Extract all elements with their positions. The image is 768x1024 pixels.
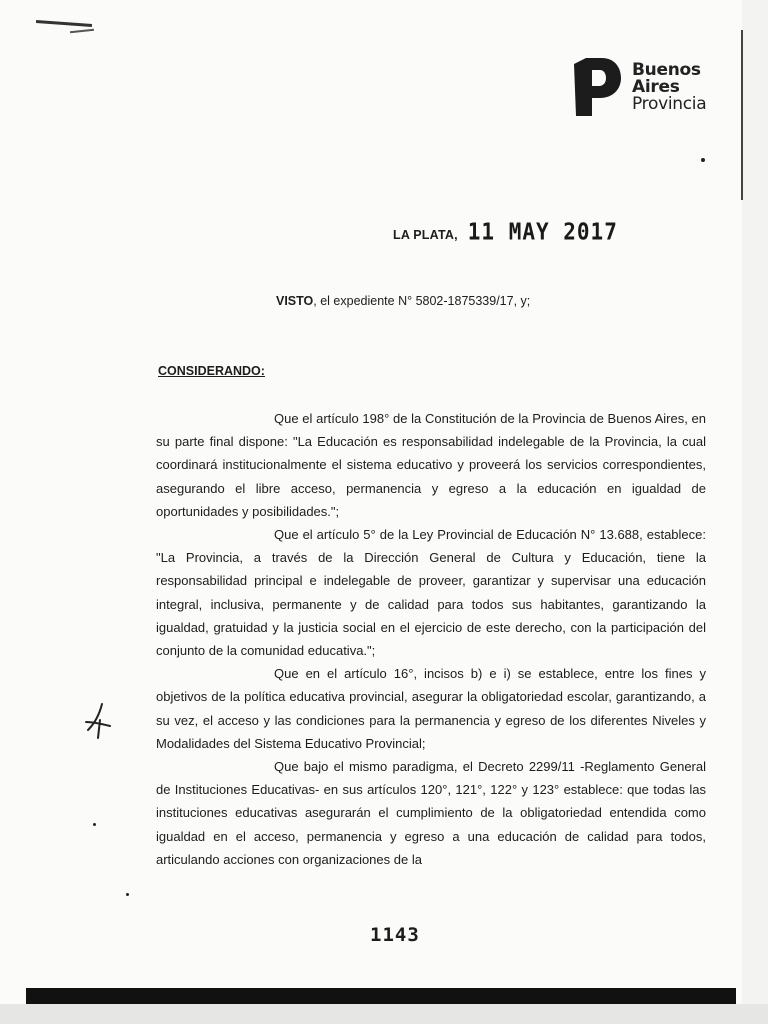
buenos-aires-provincia-logo bbox=[572, 56, 712, 120]
ink-dot bbox=[701, 158, 705, 162]
ink-dot bbox=[126, 893, 129, 896]
considerando-heading: CONSIDERANDO: bbox=[158, 364, 265, 378]
place-date-line bbox=[393, 220, 618, 244]
paragraph: Que el artículo 198° de la Constitución de la Provincia de Buenos Aires, en su parte final dispone: "La Educación es responsabilidad indelegable de la Provincia, la cual coordinará institucionalmente el sistema educativo y proveerá los servicios correspondientes, asegurando el libre acceso, permanencia y egreso a la educación en igualdad de oportunidades y posibilidades."; bbox=[156, 411, 706, 519]
logo-text-buenos: Buenos bbox=[632, 60, 701, 80]
handwritten-margin-mark bbox=[80, 700, 120, 740]
logo-text-provincia: Provincia bbox=[632, 94, 707, 114]
ink-dot bbox=[93, 823, 96, 826]
scan-bottom-edge bbox=[26, 988, 736, 1004]
paragraph: Que en el artículo 16°, incisos b) e i) se establece, entre los fines y objetivos de la política educativa provincial, asegurar la obligatoriedad escolar, garantizando, a su vez, el acceso y las condiciones para la permanencia y egreso de los diferentes Niveles y Modalidades del Sistema Educativo Provincial; bbox=[156, 666, 706, 751]
provincia-p-icon bbox=[572, 56, 622, 118]
date-stamp: 11 MAY 2017 bbox=[467, 218, 618, 246]
scan-mark bbox=[36, 20, 92, 27]
logo-text-aires: Aires bbox=[632, 77, 680, 97]
scan-mark bbox=[70, 29, 94, 33]
visto-label: VISTO bbox=[276, 294, 314, 308]
scan-margin bbox=[0, 1004, 768, 1024]
visto-text: , el expediente N° 5802-1875339/17, y; bbox=[313, 294, 531, 308]
paragraph: Que el artículo 5° de la Ley Provincial de Educación N° 13.688, establece: "La Provincia, a través de la Dirección General de Cultura y Educación, tiene la responsabilidad principal e indelegable de proveer, garantizar y supervisar una educación integral, inclusiva, permanente y de calidad para todos sus habitantes, garantizando la igualdad, gratuidad y la justicia social en el ejercicio de este derecho, con la participación del conjunto de la comunidad educativa."; bbox=[156, 527, 706, 659]
visto-line bbox=[276, 294, 530, 308]
document-body bbox=[156, 407, 706, 871]
place-label: LA PLATA, bbox=[393, 228, 458, 242]
page-edge-line bbox=[741, 30, 743, 200]
paragraph: Que bajo el mismo paradigma, el Decreto 2299/11 -Reglamento General de Instituciones Educativas- en sus artículos 120°, 121°, 122° y 123° establece: que todas las instituciones educativas asegurarán el cumplimiento de la obligatoriedad entendida como igualdad en el acceso, permanencia y egreso a una educación de calidad para todos, articulando acciones con organizaciones de la bbox=[156, 759, 706, 867]
page-number: 1143 bbox=[370, 924, 420, 946]
